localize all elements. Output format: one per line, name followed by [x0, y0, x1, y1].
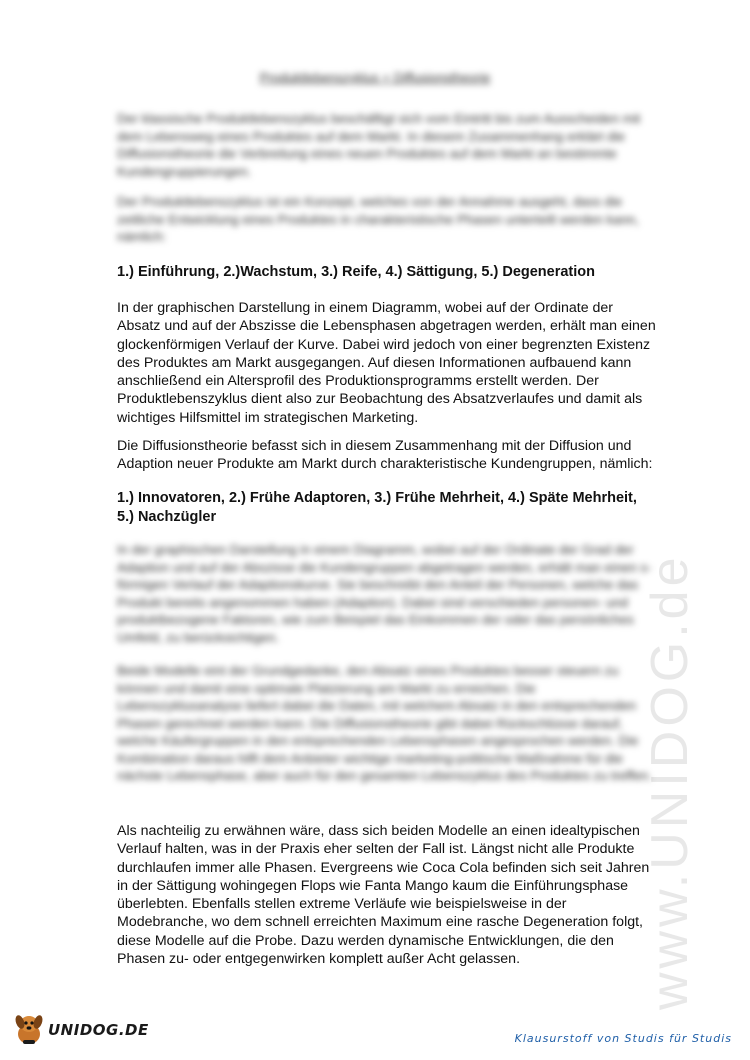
- intro-paragraph-blurred: Der klassische Produktlebenszyklus beschäftigt sich vom Eintritt bis zum Ausscheiden mit dem Lebensweg eines Produktes auf dem Markt. In diesem Zusammenhang erklärt die Diffusionstheorie die Verbreitung eines neuen Produktes auf dem Markt an bestimmte Kundengruppierungen.: [117, 111, 641, 179]
- watermark: www.UNIDOG.de: [641, 553, 699, 1010]
- unidog-logo: [12, 1010, 149, 1050]
- diagram-paragraph: In der graphischen Darstellung in einem Diagramm, wobei auf der Ordinate der Absatz und auf der Abszisse die Lebensphasen abgetragen werden, erhält man einen glockenförmigen Verlauf der Kurve. Dabei wird jedoch von einer begrenzten Existenz des Produktes am Markt ausgegangen. Auf diesen Informationen aufbauend kann anschließend ein Altersprofil des Produktionsprogramms erstellt werden. Der Produktlebenszyklus dient also zur Beobachtung des Absatzverlaufes und damit als wichtiges Hilfsmittel im strategischen Marketing.: [117, 300, 656, 426]
- dog-icon: [12, 1012, 46, 1048]
- conclusion-paragraph: Als nachteilig zu erwähnen wäre, dass sich beiden Modelle an einen idealtypischen Verlauf halten, was in der Praxis eher selten der Fall ist. Längst nicht alle Produkte durchlaufen immer alle Phasen. Evergreens wie Coca Cola befinden sich seit Jahren in der Sättigung wohingegen Flops wie Fanta Mango kaum die Einführungsphase überlebten. Ebenfalls stellen extreme Verläufe wie beispielsweise in der Modebranche, wo dem schnell erreichten Maximum eine rasche Degeneration folgt, diese Modelle auf die Probe. Dazu werden dynamische Entwicklungen, die den Phasen zu- oder entgegenwirken komplett außer Acht gelassen.: [117, 823, 650, 968]
- footer-tagline: Klausurstoff von Studis für Studis: [514, 1032, 732, 1045]
- models-paragraph-blurred: Beide Modelle eint der Grundgedanke, den Absatz eines Produktes besser steuern zu können und damit eine optimale Platzierung am Markt zu erreichen. Die Lebenszyklusanalyse liefert dabei die Daten, mit welchem Absatz in den entsprechenden Phasen gerechnet werden kann. Die Diffusionstheorie gibt dabei Rückschlüsse darauf, welche Käufergruppen in den entsprechenden Lebensphasen angesprochen werden. Die Kombination daraus hilft dem Anbieter wichtige marketing-politische Maßnahme für die nächste Lebensphase, aber auch für den gesamten Lebenszyklus des Produktes zu treffen.: [117, 663, 652, 783]
- logo-text: UNIDOG.DE: [48, 1021, 149, 1039]
- diffusion-paragraph: Die Diffusionstheorie befasst sich in diesem Zusammenhang mit der Diffusion und Adaption neuer Produkte am Markt durch charakteristische Kundengruppen, nämlich:: [117, 438, 653, 473]
- adoption-paragraph-blurred: In der graphischen Darstellung in einem Diagramm, wobei auf der Ordinate der Grad der Adaption und auf der Abszisse die Kundengruppen abgetragen werden, erhält man einen s-förmigen Verlauf der Adaptionskurve. Sie beschreibt den Anteil der Personen, welche das Produkt bereits angenommen haben (Adaption). Dabei sind verschieden personen- und produktbezogene Faktoren, wie zum Beispiel das Einkommen der oder das persönliches Umfeld, zu berücksichtigen.: [117, 542, 652, 645]
- phases-heading: 1.) Einführung, 2.)Wachstum, 3.) Reife, 4.) Sättigung, 5.) Degeneration: [117, 264, 596, 280]
- concept-paragraph-blurred: Der Produktlebenszyklus ist ein Konzept, welches von der Annahme ausgeht, dass die zeitliche Entwicklung eines Produktes in charakteristische Phasen unterteilt werden kann, nämlich:: [117, 194, 639, 244]
- document-title: Produktlebenszyklus + Diffusionstheorie: [259, 70, 491, 85]
- customer-groups-heading: 1.) Innovatoren, 2.) Frühe Adaptoren, 3.) Frühe Mehrheit, 4.) Späte Mehrheit, 5.) Nachzügler: [117, 490, 637, 525]
